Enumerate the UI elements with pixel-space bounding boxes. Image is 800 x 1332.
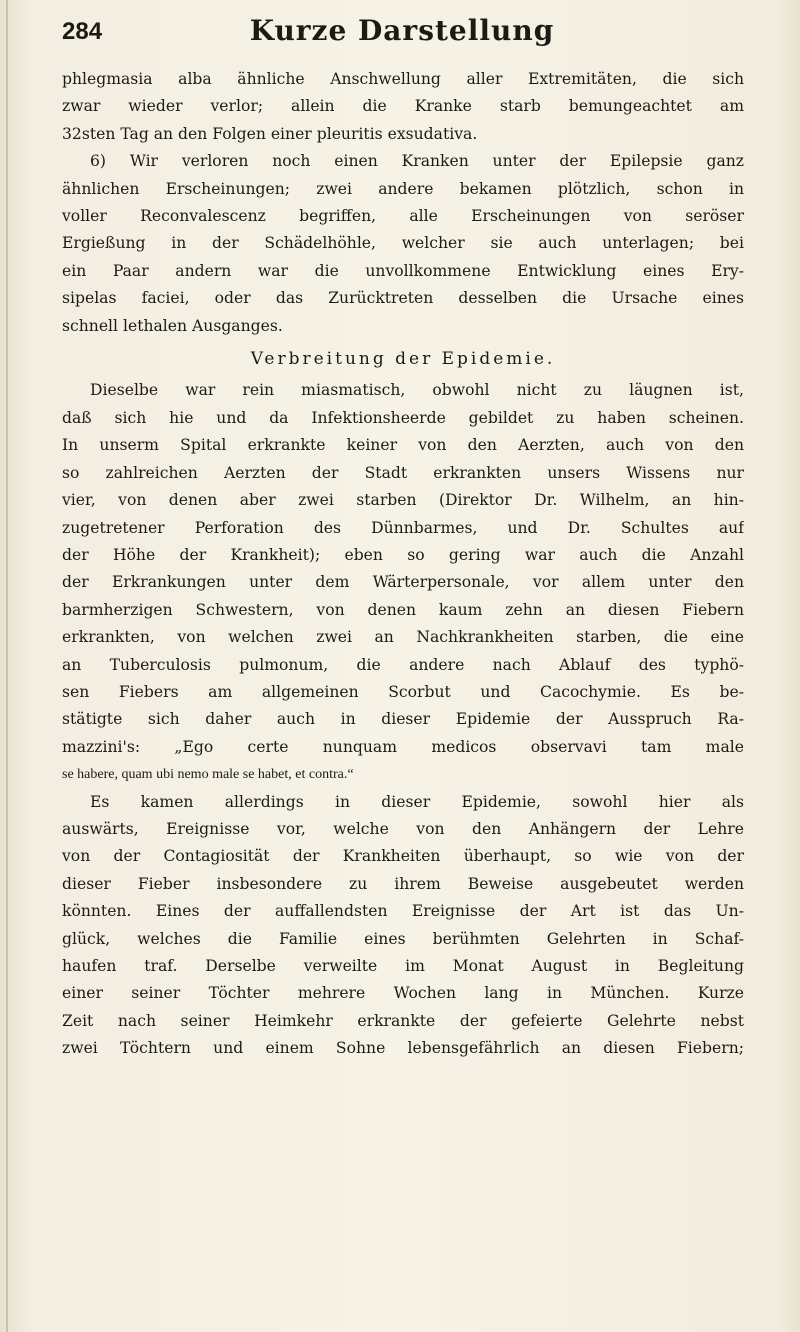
text-line: zwei Töchtern und einem Sohne lebensgefährlich an diesen Fiebern; bbox=[62, 1039, 744, 1058]
text-line: der Erkrankungen unter dem Wärterpersonale, vor allem unter den bbox=[62, 573, 744, 592]
text-line: zwar wieder verlor; allein die Kranke starb bemungeachtet am bbox=[62, 97, 744, 116]
text-line: barmherzigen Schwestern, von denen kaum zehn an diesen Fiebern bbox=[62, 600, 744, 619]
text-line: In unserm Spital erkrankte keiner von den Aerzten, auch von den bbox=[62, 436, 744, 455]
text-line: von der Contagiosität der Krankheiten überhaupt, so wie von der bbox=[62, 847, 744, 866]
text-line: se habere, quam ubi nemo male se habet, et contra.“ bbox=[62, 767, 354, 783]
text-line: 32sten Tag an den Folgen einer pleuritis exsudativa. bbox=[62, 124, 478, 143]
text-line: 6) Wir verloren noch einen Kranken unter der Epilepsie ganz bbox=[90, 152, 744, 171]
text-line: Ergießung in der Schädelhöhle, welcher sie auch unterlagen; bei bbox=[62, 234, 744, 253]
text-line: einer seiner Töchter mehrere Wochen lang in München. Kurze bbox=[62, 984, 744, 1003]
text-line: zugetretener Perforation des Dünnbarmes, und Dr. Schultes auf bbox=[62, 518, 744, 537]
text-line: sipelas faciei, oder das Zurücktreten desselben die Ursache eines bbox=[62, 289, 744, 308]
running-title: Kurze Darstellung bbox=[249, 14, 555, 47]
text-line: ähnlichen Erscheinungen; zwei andere bekamen plötzlich, schon in bbox=[62, 179, 744, 198]
text-line: mazzini's: „Ego certe nunquam medicos observavi tam male bbox=[62, 737, 744, 756]
paragraph-4 bbox=[62, 789, 744, 1063]
paragraph-1 bbox=[62, 66, 744, 148]
text-line: phlegmasia alba ähnliche Anschwellung aller Extremitäten, die sich bbox=[62, 70, 744, 88]
text-line: Zeit nach seiner Heimkehr erkrankte der gefeierte Gelehrte nebst bbox=[62, 1011, 744, 1030]
page-header bbox=[62, 14, 742, 58]
paragraph-2 bbox=[62, 148, 744, 340]
page-body bbox=[62, 66, 744, 1063]
text-line: dieser Fieber insbesondere zu ihrem Beweise ausgebeutet werden bbox=[62, 874, 744, 893]
text-line: haufen traf. Derselbe verweilte im Monat August in Begleitung bbox=[62, 957, 744, 975]
text-line: voller Reconvalescenz begriffen, alle Erscheinungen von seröser bbox=[62, 207, 744, 226]
text-line: sen Fiebers am allgemeinen Scorbut und Cacochymie. Es be- bbox=[62, 682, 744, 701]
text-line: schnell lethalen Ausganges. bbox=[62, 316, 283, 335]
section-heading: Verbreitung der Epidemie. bbox=[250, 349, 556, 370]
text-line: glück, welches die Familie eines berühmten Gelehrten in Schaf- bbox=[62, 929, 744, 948]
text-line: könnten. Eines der auffallendsten Ereignisse der Art ist das Un- bbox=[62, 902, 744, 921]
text-line: auswärts, Ereignisse vor, welche von den Anhängern der Lehre bbox=[62, 819, 744, 838]
text-line: der Höhe der Krankheit); eben so gering war auch die Anzahl bbox=[62, 545, 744, 564]
text-line: erkrankten, von welchen zwei an Nachkrankheiten starben, die eine bbox=[62, 628, 744, 647]
page-number: 284 bbox=[62, 18, 103, 45]
text-line: Dieselbe war rein miasmatisch, obwohl nicht zu läugnen ist, bbox=[90, 381, 744, 400]
text-line: an Tuberculosis pulmonum, die andere nach Ablauf des typhö- bbox=[62, 655, 744, 674]
page-gutter-edge bbox=[6, 0, 8, 1332]
text-line: daß sich hie und da Infektionsheerde gebildet zu haben scheinen. bbox=[62, 408, 744, 427]
paragraph-3 bbox=[62, 377, 744, 788]
text-line: vier, von denen aber zwei starben (Direktor Dr. Wilhelm, an hin- bbox=[62, 491, 744, 510]
text-line: stätigte sich daher auch in dieser Epidemie der Ausspruch Ra- bbox=[62, 710, 744, 729]
text-line: ein Paar andern war die unvollkommene Entwicklung eines Ery- bbox=[62, 261, 744, 280]
text-line: so zahlreichen Aerzten der Stadt erkrankten unsers Wissens nur bbox=[62, 463, 744, 482]
text-line: Es kamen allerdings in dieser Epidemie, sowohl hier als bbox=[90, 792, 744, 811]
